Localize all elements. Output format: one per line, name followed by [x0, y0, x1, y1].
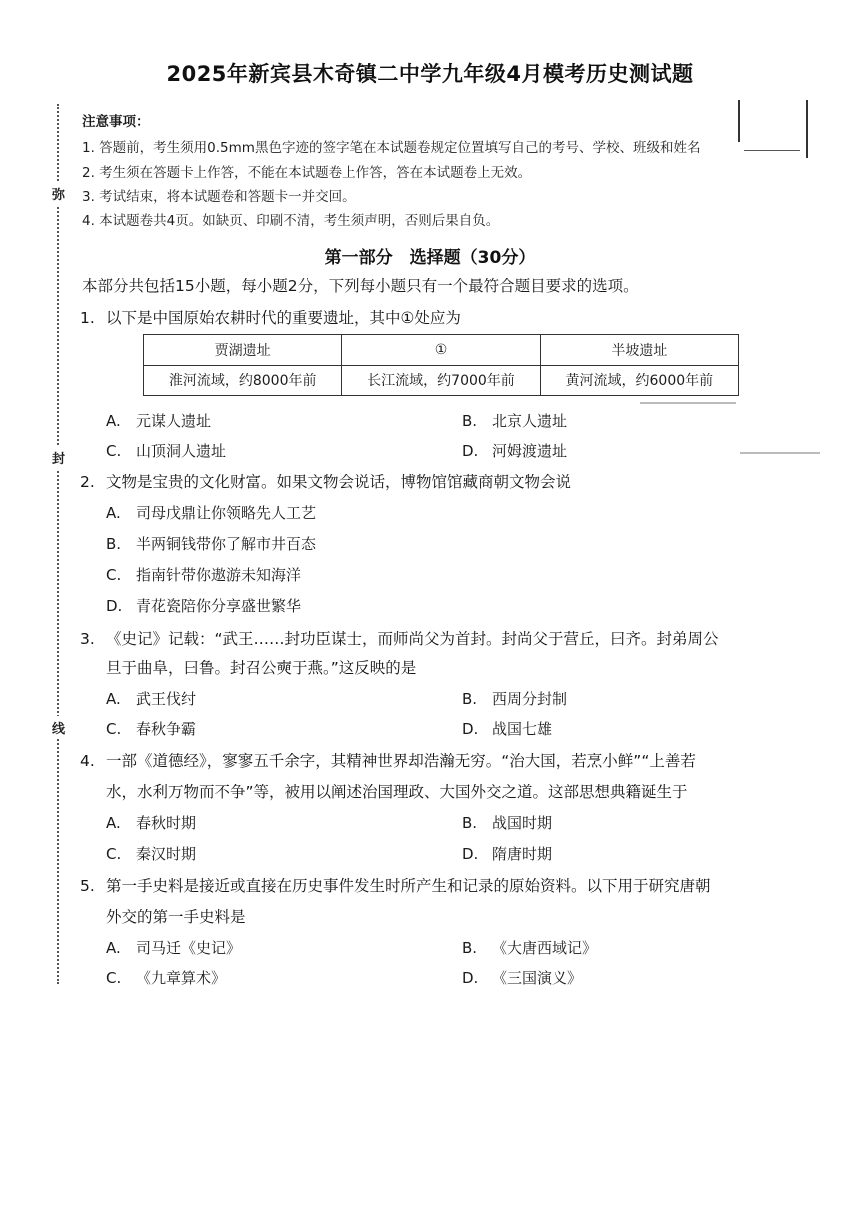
question-2-option-b[interactable] [106, 533, 316, 554]
question-text: 《史记》记载：“武王……封功臣谋士，而师尚父为首封。封尚父于营丘，曰齐。封弟周公 [106, 630, 719, 648]
option-letter: D. [462, 720, 479, 738]
table-cell: 黄河流域，约6000年前 [540, 365, 738, 396]
question-1-option-a[interactable] [106, 410, 211, 431]
table-row [144, 365, 739, 396]
question-number: 2. [80, 473, 95, 491]
frame-left-edge [738, 100, 740, 142]
question-text: 文物是宝贵的文化财富。如果文物会说话，博物馆馆藏商朝文物会说 [106, 473, 572, 491]
question-5-option-c[interactable] [106, 967, 226, 988]
option-text: 《九章算术》 [136, 969, 227, 987]
question-1-stem [80, 306, 461, 328]
option-letter: C. [106, 566, 122, 584]
question-2-option-a[interactable] [106, 502, 316, 523]
question-5-stem [80, 874, 711, 896]
question-1-option-b[interactable] [462, 410, 567, 431]
binding-mark-mi: 弥 [52, 182, 65, 205]
question-3-option-d[interactable] [462, 718, 552, 739]
option-letter: A. [106, 504, 121, 522]
option-text: 元谋人遗址 [136, 412, 212, 430]
notice-heading: 注意事项： [82, 114, 150, 130]
question-4-stem-cont: 水，水利万物而不争”等，被用以阐述治国理政、大国外交之道。这部思想典籍诞生于 [106, 783, 688, 801]
option-letter: C. [106, 442, 122, 460]
option-text: 武王伐纣 [136, 690, 197, 708]
option-letter: C. [106, 720, 122, 738]
question-2-option-c[interactable] [106, 564, 301, 585]
option-letter: C. [106, 969, 122, 987]
option-letter: A. [106, 939, 121, 957]
question-3-option-b[interactable] [462, 688, 567, 709]
question-5-stem-cont: 外交的第一手史料是 [106, 908, 246, 926]
scan-smudge [640, 402, 736, 404]
question-text: 以下是中国原始农耕时代的重要遗址，其中①处应为 [106, 309, 461, 327]
option-text: 司母戊鼎让你领略先人工艺 [136, 504, 317, 522]
option-text: 战国时期 [492, 814, 553, 832]
option-letter: B. [462, 690, 478, 708]
option-letter: A. [106, 690, 121, 708]
notice-item-2: 2. 考生须在答题卡上作答，不能在本试题卷上作答，答在本试题卷上无效。 [82, 165, 532, 181]
question-5-option-d[interactable] [462, 967, 582, 988]
option-text: 《大唐西域记》 [492, 939, 598, 957]
table-cell: 淮河流域，约8000年前 [144, 365, 342, 396]
table-cell: 长江流域，约7000年前 [342, 365, 540, 396]
option-text: 河姆渡遗址 [492, 442, 568, 460]
section-intro: 本部分共包括15小题，每小题2分，下列每小题只有一个最符合题目要求的选项。 [82, 277, 639, 295]
notice-item-4: 4. 本试题卷共4页。如缺页、印刷不清，考生须声明，否则后果自负。 [82, 213, 500, 229]
binding-mark-xian: 线 [52, 716, 65, 739]
option-text: 半两铜钱带你了解市井百态 [136, 535, 317, 553]
option-text: 战国七雄 [492, 720, 553, 738]
option-text: 隋唐时期 [492, 845, 553, 863]
question-3-stem [80, 627, 719, 649]
question-number: 3. [80, 630, 95, 648]
option-text: 山顶洞人遗址 [136, 442, 227, 460]
frame-bottom-edge [744, 150, 800, 151]
binding-mark-feng: 封 [52, 446, 65, 469]
option-text: 青花瓷陪你分享盛世繁华 [136, 597, 302, 615]
question-number: 4. [80, 752, 95, 770]
option-letter: D. [462, 845, 479, 863]
option-text: 西周分封制 [492, 690, 568, 708]
option-letter: C. [106, 845, 122, 863]
option-text: 春秋争霸 [136, 720, 197, 738]
option-letter: B. [106, 535, 122, 553]
question-4-option-d[interactable] [462, 843, 552, 864]
option-text: 《三国演义》 [492, 969, 583, 987]
table-cell: 半坡遗址 [540, 335, 738, 366]
option-letter: D. [462, 442, 479, 460]
question-1-option-c[interactable] [106, 440, 226, 461]
option-text: 秦汉时期 [136, 845, 197, 863]
question-1-option-d[interactable] [462, 440, 567, 461]
question-4-option-b[interactable] [462, 812, 552, 833]
notice-item-3: 3. 考试结束，将本试题卷和答题卡一并交回。 [82, 189, 356, 205]
question-5-option-b[interactable] [462, 937, 597, 958]
exam-title: 2025年新宾县木奇镇二中学九年级4月模考历史测试题 [166, 62, 694, 86]
option-text: 指南针带你遨游未知海洋 [136, 566, 302, 584]
scan-smudge [740, 452, 820, 454]
binding-dotted-line [57, 104, 59, 984]
option-letter: A. [106, 814, 121, 832]
option-text: 北京人遗址 [492, 412, 568, 430]
option-letter: B. [462, 814, 478, 832]
option-letter: D. [462, 969, 479, 987]
question-text: 一部《道德经》，寥寥五千余字，其精神世界却浩瀚无穷。“治大国，若烹小鲜”“上善若 [106, 752, 696, 770]
question-number: 5. [80, 877, 95, 895]
question-4-option-c[interactable] [106, 843, 196, 864]
question-3-stem-cont: 旦于曲阜，曰鲁。封召公奭于燕。”这反映的是 [106, 659, 417, 677]
option-letter: B. [462, 939, 478, 957]
option-letter: A. [106, 412, 121, 430]
question-2-option-d[interactable] [106, 595, 301, 616]
table-cell: ① [342, 335, 540, 366]
option-text: 春秋时期 [136, 814, 197, 832]
frame-right-edge [806, 100, 808, 158]
archaeological-sites-table [143, 334, 739, 396]
question-4-stem [80, 749, 696, 771]
table-header-row [144, 335, 739, 366]
notice-item-1: 1. 答题前，考生须用0.5mm黑色字迹的签字笔在本试题卷规定位置填写自己的考号、学校、班级和姓名 [82, 140, 701, 156]
question-5-option-a[interactable] [106, 937, 241, 958]
option-letter: D. [106, 597, 123, 615]
question-3-option-a[interactable] [106, 688, 196, 709]
question-text: 第一手史料是接近或直接在历史事件发生时所产生和记录的原始资料。以下用于研究唐朝 [106, 877, 711, 895]
question-3-option-c[interactable] [106, 718, 196, 739]
table-cell: 贾湖遗址 [144, 335, 342, 366]
question-2-stem [80, 470, 571, 492]
question-4-option-a[interactable] [106, 812, 196, 833]
option-text: 司马迁《史记》 [136, 939, 242, 957]
section-title: 第一部分 选择题（30分） [324, 248, 536, 268]
option-letter: B. [462, 412, 478, 430]
question-number: 1. [80, 309, 95, 327]
